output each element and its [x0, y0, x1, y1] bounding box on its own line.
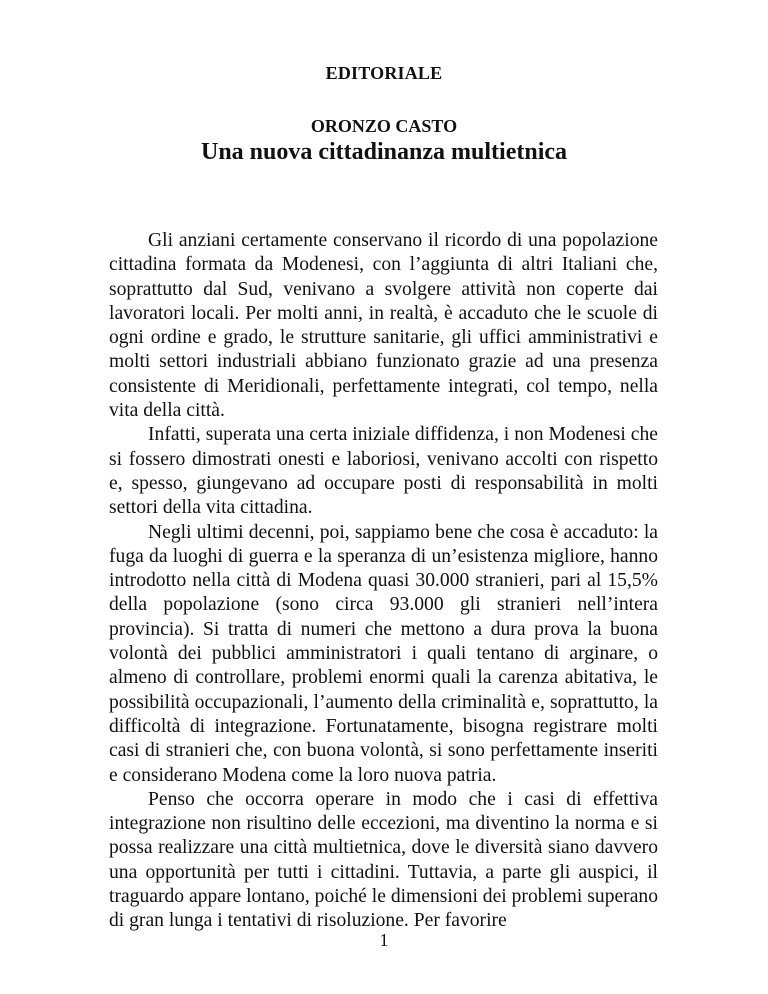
article-body [109, 229, 658, 934]
article-title: Una nuova cittadinanza multietnica [200, 139, 568, 165]
paragraph: Penso che occorra operare in modo che i casi di effettiva integrazione non risultino delle eccezioni, ma diventino la norma e si possa realizzare una città multietnica, dove le diversità siano davvero una opportunità per tutti i cittadini. Tuttavia, a parte gli auspici, il traguardo appare lontano, poiché le dimensioni dei problemi superano di gran lunga i tentativi di risoluzione. Per favorire [109, 788, 658, 932]
section-label: EDITORIALE [325, 63, 443, 83]
paragraph: Negli ultimi decenni, poi, sappiamo bene che cosa è accaduto: la fuga da luoghi di guerra e la speranza di un’esistenza migliore, hanno introdotto nella città di Modena quasi 30.000 stranieri, pari al 15,5% della popolazione (sono circa 93.000 gli stranieri nell’intera provincia). Si tratta di numeri che mettono a dura prova la buona volontà dei pubblici amministratori i quali tentano di arginare, o almeno di controllare, problemi enormi quali la carenza abitativa, le possibilità occupazionali, l’aumento della criminalità e, soprattutto, la difficoltà di integrazione. Fortunatamente, bisogna registrare molti casi di stranieri che, con buona volontà, si sono perfettamente inseriti e considerano Modena come la loro nuova patria. [109, 521, 658, 786]
page-number: 1 [379, 930, 389, 950]
paragraph: Gli anziani certamente conservano il ricordo di una popolazione cittadina formata da Modenesi, con l’aggiunta di altri Italiani che, soprattutto dal Sud, venivano a svolgere attività non coperte dai lavoratori locali. Per molti anni, in realtà, è accaduto che le scuole di ogni ordine e grado, le strutture sanitarie, gli uffici amministrativi e molti settori industriali abbiano funzionato grazie ad una presenza consistente di Meridionali, perfettamente integrati, col tempo, nella vita della città. [109, 230, 658, 422]
paragraph: Infatti, superata una certa iniziale diffidenza, i non Modenesi che si fossero dimostrati onesti e laboriosi, venivano accolti con rispetto e, spesso, giungevano ad occupare posti di responsabilità in molti settori della vita cittadina. [109, 424, 658, 519]
author-name: ORONZO CASTO [310, 116, 458, 136]
